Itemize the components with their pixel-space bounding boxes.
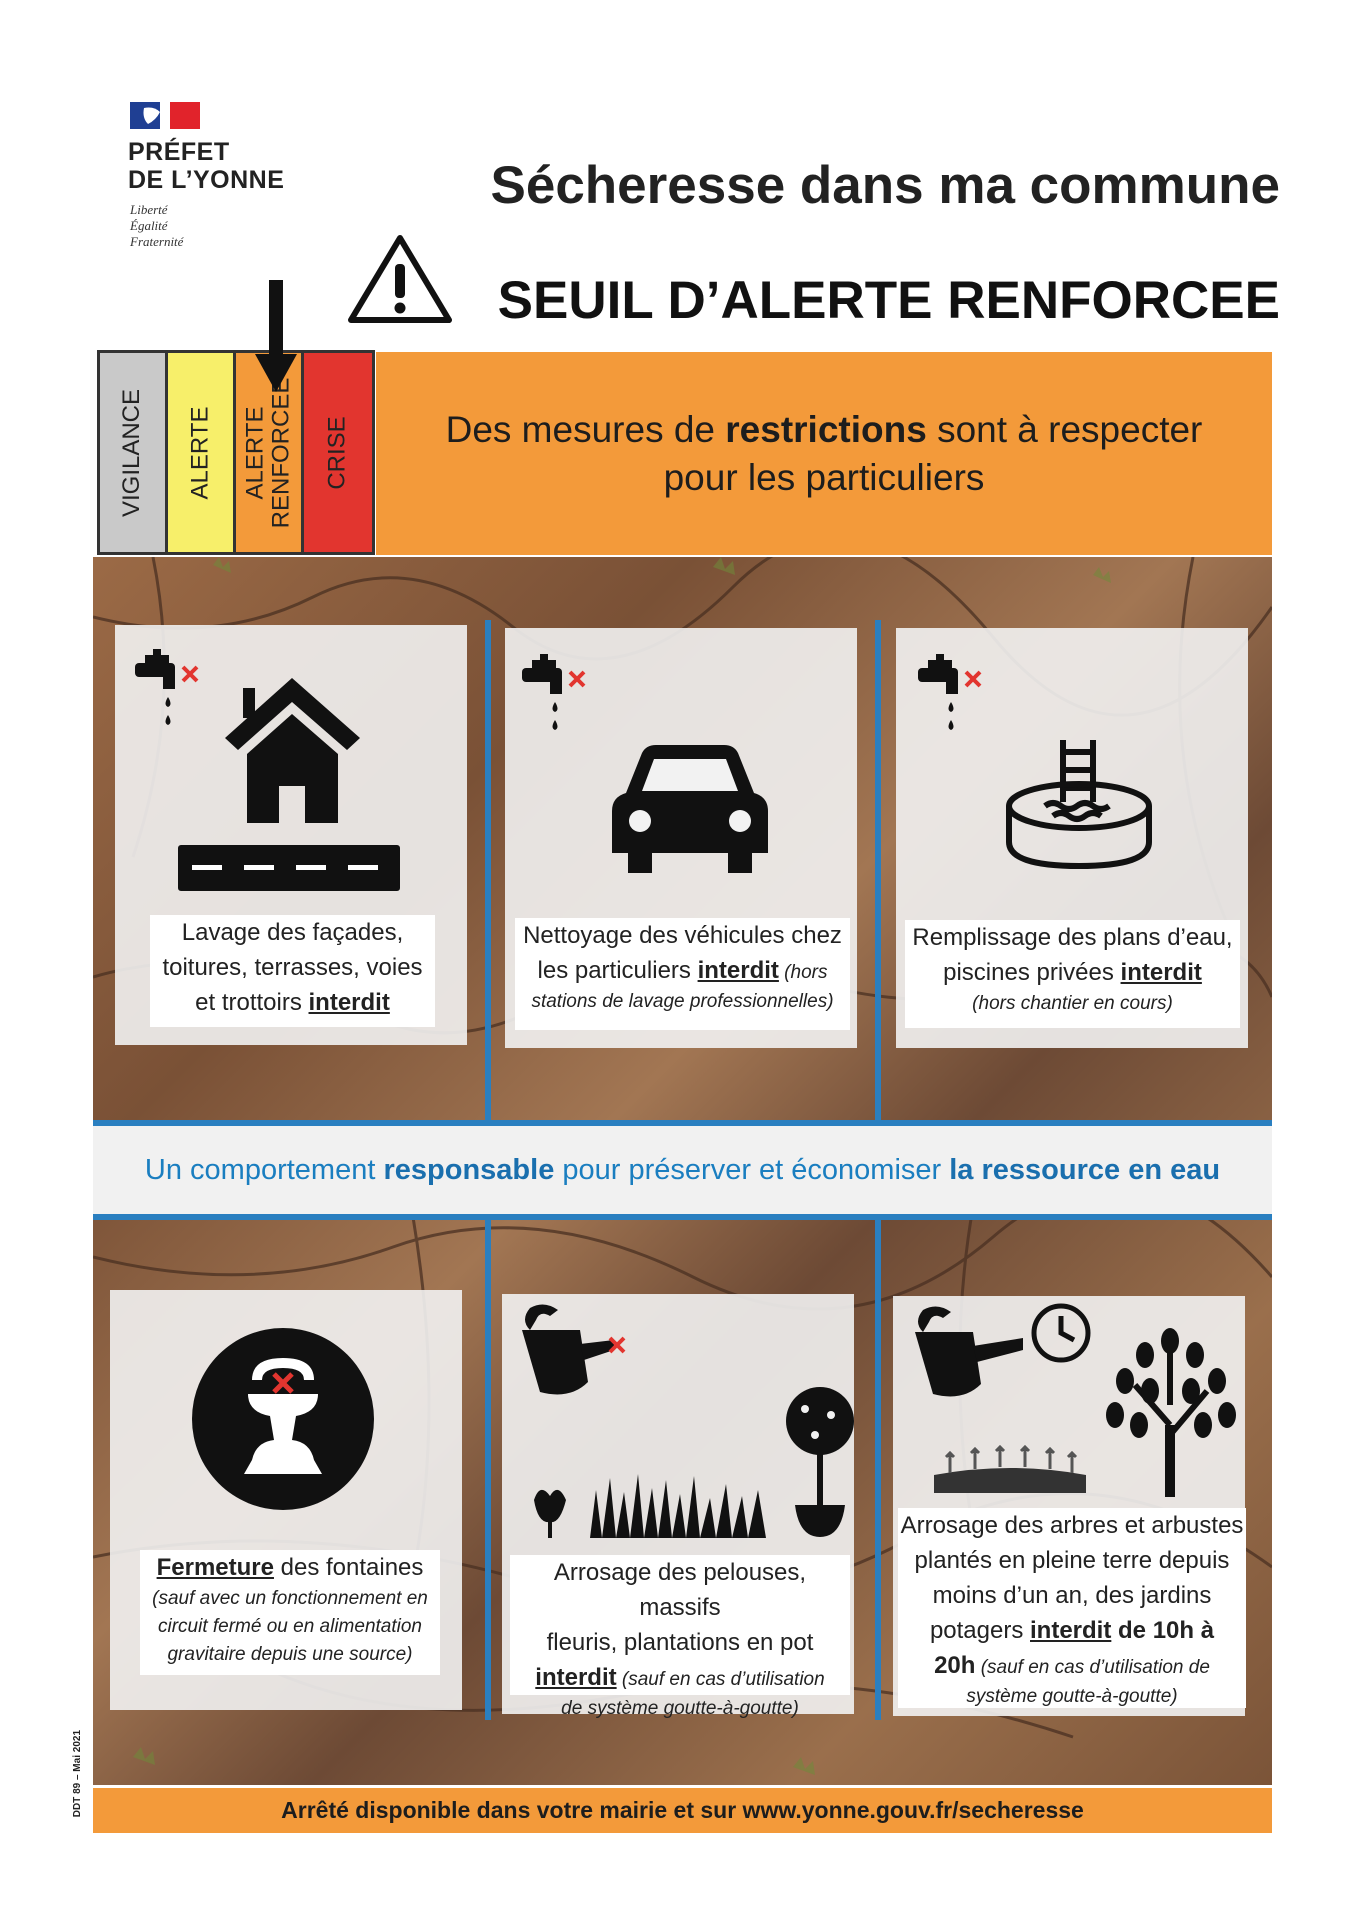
- time-range: de 10h à: [1111, 1617, 1215, 1644]
- blue-divider: [485, 1220, 491, 1720]
- strip-bold-text: responsable: [383, 1153, 555, 1186]
- pool-icon: [1005, 740, 1153, 872]
- alert-level-scale: [97, 350, 375, 555]
- card-caption: [898, 1508, 1246, 1708]
- interdit-label: interdit: [1120, 959, 1202, 986]
- interdit-label: interdit: [535, 1664, 617, 1691]
- card-caption: [150, 915, 435, 1027]
- warning-icon: [345, 232, 455, 327]
- strip-bold-text: la ressource en eau: [949, 1153, 1221, 1186]
- caption-note: (sauf en cas d’utilisation de: [975, 1657, 1210, 1678]
- caption-note: circuit fermé ou en alimentation: [157, 1616, 422, 1637]
- caption-text: les particuliers: [537, 957, 698, 984]
- restrictions-banner: [376, 352, 1272, 555]
- caption-note: (hors chantier en cours): [972, 993, 1173, 1014]
- blue-divider: [875, 620, 881, 1120]
- footer-banner: Arrêté disponible dans votre mairie et sur www.yonne.gouv.fr/secheresse: [93, 1788, 1272, 1833]
- caption-note: de système goutte-à-goutte): [561, 1698, 799, 1719]
- card-caption: [140, 1550, 440, 1675]
- level-vigilance: [100, 353, 168, 552]
- tap-forbidden-icon: [918, 650, 988, 745]
- interdit-label: interdit: [697, 957, 779, 984]
- banner-bold-text: restrictions: [725, 408, 927, 450]
- level-label: CRISE: [324, 415, 352, 490]
- caption-line: Nettoyage des véhicules chez: [523, 922, 842, 949]
- level-label: ALERTE RENFORCEE: [241, 377, 295, 528]
- caption-line: toitures, terrasses, voies: [162, 954, 423, 981]
- strip-text: Un comportement: [144, 1153, 376, 1186]
- road-icon: [178, 845, 400, 891]
- tap-forbidden-icon: [135, 645, 205, 740]
- document-reference: DDT 89 – Mai 2021: [72, 1730, 83, 1818]
- clock-icon: [1030, 1302, 1092, 1364]
- level-crise: [304, 353, 372, 552]
- current-level-arrow-icon: [255, 280, 297, 400]
- alert-level-title: SEUIL D’ALERTE RENFORCEE: [497, 271, 1280, 330]
- motto-egalite: Égalité: [130, 218, 168, 233]
- caption-note: (sauf avec un fonctionnement en: [152, 1588, 428, 1609]
- watering-can-icon: [903, 1302, 1031, 1402]
- caption-line: Remplissage des plans d’eau,: [912, 924, 1233, 951]
- interdit-label: interdit: [308, 989, 390, 1016]
- interdit-label: interdit: [1030, 1617, 1112, 1644]
- prefecture-line-2: DE L’YONNE: [128, 166, 285, 194]
- card-caption: [515, 918, 850, 1030]
- responsible-behaviour-strip: [93, 1120, 1272, 1220]
- level-alerte: [168, 353, 236, 552]
- caption-text: piscines privées: [943, 959, 1121, 986]
- vegetable-garden-icon: [930, 1435, 1090, 1495]
- motto-fraternite: Fraternité: [130, 234, 184, 249]
- caption-note: gravitaire depuis une source): [167, 1644, 413, 1665]
- card-caption: [905, 920, 1240, 1028]
- level-label: ALERTE: [186, 406, 214, 499]
- prefecture-name: [128, 138, 284, 194]
- caption-line: Arrosage des arbres et arbustes: [900, 1512, 1244, 1539]
- caption-line: Arrosage des pelouses, massifs: [553, 1559, 807, 1621]
- lawn-flowers-icon: [530, 1470, 770, 1540]
- level-label: VIGILANCE: [118, 388, 146, 517]
- strip-text: pour préserver et économiser: [562, 1153, 942, 1186]
- caption-note: stations de lavage professionnelles): [531, 991, 834, 1012]
- blue-divider: [485, 620, 491, 1120]
- caption-text: des fontaines: [273, 1554, 424, 1581]
- watering-can-forbidden-icon: [510, 1300, 632, 1405]
- tree-icon: [1095, 1325, 1245, 1500]
- caption-note: système goutte-à-goutte): [966, 1686, 1178, 1707]
- banner-line-2: pour les particuliers: [663, 456, 985, 498]
- banner-text: Des mesures de: [445, 408, 726, 450]
- caption-line: fleuris, plantations en pot: [546, 1629, 814, 1656]
- time-range: 20h: [934, 1652, 976, 1679]
- tap-forbidden-icon: [522, 650, 592, 745]
- caption-note: (hors: [778, 962, 828, 983]
- banner-text: sont à respecter: [926, 408, 1203, 450]
- fountain-icon: [192, 1328, 374, 1510]
- motto-liberte: Liberté: [130, 202, 168, 217]
- caption-line: Lavage des façades,: [181, 919, 404, 946]
- caption-note: (sauf en cas d’utilisation: [616, 1669, 825, 1690]
- republic-motto: [130, 202, 183, 250]
- page-title: Sécheresse dans ma commune: [490, 156, 1280, 215]
- card-caption: [510, 1555, 850, 1719]
- prefecture-line-1: PRÉFET: [128, 138, 230, 166]
- caption-line: plantés en pleine terre depuis: [914, 1547, 1230, 1574]
- marianne-logo-icon: [130, 102, 200, 129]
- caption-text: et trottoirs: [195, 989, 309, 1016]
- potted-tree-icon: [775, 1385, 865, 1540]
- caption-line: moins d’un an, des jardins: [932, 1582, 1212, 1609]
- car-icon: [612, 745, 768, 875]
- caption-text: potagers: [929, 1617, 1031, 1644]
- blue-divider: [875, 1220, 881, 1720]
- house-icon: [225, 678, 360, 828]
- fermeture-label: Fermeture: [156, 1554, 274, 1581]
